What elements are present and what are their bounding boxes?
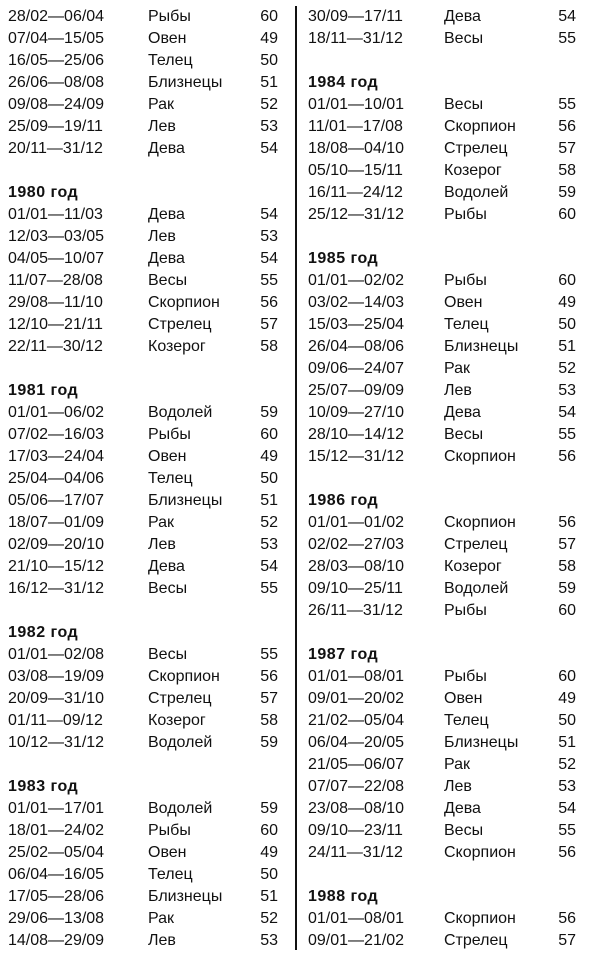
sign-number: 55 <box>558 822 576 839</box>
period-row <box>308 380 584 402</box>
date-range: 03/08—19/09 <box>8 668 105 685</box>
date-range: 17/05—28/06 <box>8 888 105 905</box>
sign-number: 54 <box>558 404 576 421</box>
period-row <box>8 292 284 314</box>
date-range: 18/01—24/02 <box>8 822 105 839</box>
sign-number: 51 <box>260 74 278 91</box>
period-row <box>308 820 584 842</box>
zodiac-sign: Дева <box>444 8 481 25</box>
period-row <box>308 754 584 776</box>
year-section <box>308 886 584 952</box>
zodiac-sign: Скорпион <box>148 668 220 685</box>
year-section <box>8 380 284 600</box>
period-row <box>308 798 584 820</box>
sign-number: 52 <box>260 514 278 531</box>
sign-number: 56 <box>558 448 576 465</box>
zodiac-sign: Рыбы <box>444 206 487 223</box>
sign-number: 51 <box>260 492 278 509</box>
period-row <box>308 116 584 138</box>
period-row <box>8 248 284 270</box>
date-range: 10/12—31/12 <box>8 734 105 751</box>
sign-number: 59 <box>260 734 278 751</box>
sign-number: 58 <box>558 558 576 575</box>
date-range: 25/02—05/04 <box>8 844 105 861</box>
period-row <box>8 314 284 336</box>
sign-number: 55 <box>558 426 576 443</box>
sign-number: 56 <box>558 118 576 135</box>
date-range: 20/11—31/12 <box>8 140 103 157</box>
year-heading: 1983 год <box>8 778 79 795</box>
sign-number: 56 <box>260 668 278 685</box>
zodiac-sign: Лев <box>444 382 472 399</box>
year-heading: 1987 год <box>308 646 379 663</box>
date-range: 02/09—20/10 <box>8 536 105 553</box>
period-row <box>8 468 284 490</box>
period-row <box>8 886 284 908</box>
date-range: 09/01—21/02 <box>308 932 405 949</box>
date-range: 06/04—20/05 <box>308 734 405 751</box>
sign-number: 54 <box>260 250 278 267</box>
year-heading: 1986 год <box>308 492 379 509</box>
date-range: 17/03—24/04 <box>8 448 105 465</box>
zodiac-sign: Близнецы <box>148 492 223 509</box>
date-range: 06/04—16/05 <box>8 866 105 883</box>
sign-number: 53 <box>260 536 278 553</box>
date-range: 24/11—31/12 <box>308 844 403 861</box>
zodiac-sign: Лев <box>444 778 472 795</box>
sign-number: 50 <box>260 52 278 69</box>
zodiac-sign: Стрелец <box>148 690 212 707</box>
zodiac-sign: Стрелец <box>148 316 212 333</box>
zodiac-sign: Близнецы <box>444 734 519 751</box>
period-row <box>308 270 584 292</box>
zodiac-sign: Дева <box>148 140 185 157</box>
sign-number: 51 <box>558 338 576 355</box>
period-row <box>8 490 284 512</box>
date-range: 25/07—09/09 <box>308 382 405 399</box>
sign-number: 60 <box>558 206 576 223</box>
period-row <box>8 50 284 72</box>
zodiac-sign: Скорпион <box>444 118 516 135</box>
date-range: 15/03—25/04 <box>308 316 405 333</box>
date-range: 28/03—08/10 <box>308 558 405 575</box>
sign-number: 49 <box>558 294 576 311</box>
date-range: 01/01—06/02 <box>8 404 105 421</box>
period-row <box>8 644 284 666</box>
sign-number: 53 <box>260 118 278 135</box>
sign-number: 55 <box>260 646 278 663</box>
zodiac-sign: Овен <box>148 844 187 861</box>
year-section <box>8 776 284 952</box>
date-range: 04/05—10/07 <box>8 250 105 267</box>
sign-number: 59 <box>260 800 278 817</box>
zodiac-sign: Рыбы <box>148 822 191 839</box>
sign-number: 50 <box>558 712 576 729</box>
right-column <box>308 6 584 952</box>
sign-number: 60 <box>558 602 576 619</box>
sign-number: 55 <box>558 30 576 47</box>
zodiac-sign: Телец <box>444 316 489 333</box>
date-range: 01/01—08/01 <box>308 668 405 685</box>
date-range: 07/02—16/03 <box>8 426 105 443</box>
date-range: 05/10—15/11 <box>308 162 403 179</box>
period-row <box>8 6 284 28</box>
period-row <box>8 688 284 710</box>
date-range: 09/10—23/11 <box>308 822 403 839</box>
sign-number: 56 <box>558 514 576 531</box>
date-range: 20/09—31/10 <box>8 690 105 707</box>
date-range: 09/06—24/07 <box>308 360 405 377</box>
sign-number: 50 <box>260 866 278 883</box>
period-row <box>308 358 584 380</box>
zodiac-sign: Скорпион <box>444 448 516 465</box>
zodiac-sign: Весы <box>444 30 484 47</box>
zodiac-sign: Водолей <box>148 800 213 817</box>
sign-number: 60 <box>260 8 278 25</box>
period-row <box>308 688 584 710</box>
zodiac-sign: Лев <box>148 118 176 135</box>
period-row <box>308 6 584 28</box>
zodiac-sign: Рак <box>148 514 175 531</box>
zodiac-sign: Рак <box>444 360 471 377</box>
period-row <box>308 204 584 226</box>
year-section <box>308 248 584 468</box>
date-range: 26/06—08/08 <box>8 74 105 91</box>
zodiac-sign: Водолей <box>444 580 509 597</box>
date-range: 01/01—10/01 <box>308 96 405 113</box>
period-row <box>308 160 584 182</box>
period-row <box>308 930 584 952</box>
date-range: 21/10—15/12 <box>8 558 105 575</box>
year-heading: 1984 год <box>308 74 379 91</box>
date-range: 23/08—08/10 <box>308 800 405 817</box>
date-range: 01/01—02/02 <box>308 272 405 289</box>
sign-number: 60 <box>558 668 576 685</box>
date-range: 25/12—31/12 <box>308 206 405 223</box>
period-row <box>308 710 584 732</box>
zodiac-sign: Рыбы <box>148 8 191 25</box>
sign-number: 60 <box>260 426 278 443</box>
date-range: 14/08—29/09 <box>8 932 105 949</box>
sign-number: 59 <box>558 184 576 201</box>
period-row <box>8 798 284 820</box>
zodiac-sign: Водолей <box>148 404 213 421</box>
zodiac-sign: Дева <box>148 558 185 575</box>
date-range: 01/01—17/01 <box>8 800 105 817</box>
date-range: 16/11—24/12 <box>308 184 403 201</box>
sign-number: 50 <box>260 470 278 487</box>
date-range: 28/02—06/04 <box>8 8 105 25</box>
sign-number: 57 <box>558 932 576 949</box>
period-row <box>308 600 584 622</box>
sign-number: 60 <box>558 272 576 289</box>
sign-number: 54 <box>558 8 576 25</box>
date-range: 01/01—08/01 <box>308 910 405 927</box>
zodiac-sign: Скорпион <box>444 514 516 531</box>
period-row <box>308 336 584 358</box>
date-range: 01/01—11/03 <box>8 206 103 223</box>
year-section <box>8 182 284 358</box>
zodiac-sign: Весы <box>148 646 188 663</box>
zodiac-sign: Весы <box>444 426 484 443</box>
zodiac-sign: Стрелец <box>444 140 508 157</box>
zodiac-sign: Скорпион <box>148 294 220 311</box>
date-range: 26/04—08/06 <box>308 338 405 355</box>
period-row <box>8 732 284 754</box>
period-row <box>308 842 584 864</box>
year-section <box>308 6 584 50</box>
year-section <box>308 72 584 226</box>
period-row <box>8 556 284 578</box>
zodiac-sign: Козерог <box>148 338 206 355</box>
date-range: 30/09—17/11 <box>308 8 403 25</box>
zodiac-sign: Рыбы <box>444 602 487 619</box>
zodiac-sign: Весы <box>148 272 188 289</box>
year-heading: 1985 год <box>308 250 379 267</box>
date-range: 09/01—20/02 <box>308 690 405 707</box>
sign-number: 52 <box>260 96 278 113</box>
period-row <box>8 226 284 248</box>
sign-number: 54 <box>260 558 278 575</box>
zodiac-sign: Весы <box>444 822 484 839</box>
zodiac-sign: Рак <box>148 96 175 113</box>
period-row <box>308 776 584 798</box>
sign-number: 49 <box>558 690 576 707</box>
sign-number: 53 <box>260 932 278 949</box>
period-row <box>308 138 584 160</box>
period-row <box>8 446 284 468</box>
zodiac-sign: Овен <box>148 30 187 47</box>
period-row <box>308 666 584 688</box>
zodiac-sign: Дева <box>148 206 185 223</box>
period-row <box>8 402 284 424</box>
period-row <box>8 204 284 226</box>
zodiac-sign: Близнецы <box>148 74 223 91</box>
zodiac-sign: Рыбы <box>444 272 487 289</box>
sign-number: 59 <box>558 580 576 597</box>
zodiac-sign: Овен <box>444 690 483 707</box>
zodiac-sign: Водолей <box>444 184 509 201</box>
zodiac-sign: Скорпион <box>444 910 516 927</box>
period-row <box>308 732 584 754</box>
date-range: 11/07—28/08 <box>8 272 103 289</box>
period-row <box>8 270 284 292</box>
zodiac-sign: Козерог <box>148 712 206 729</box>
sign-number: 52 <box>558 360 576 377</box>
period-row <box>308 402 584 424</box>
date-range: 26/11—31/12 <box>308 602 403 619</box>
date-range: 28/10—14/12 <box>308 426 405 443</box>
period-row <box>8 820 284 842</box>
date-range: 16/12—31/12 <box>8 580 105 597</box>
period-row <box>8 512 284 534</box>
sign-number: 58 <box>260 712 278 729</box>
sign-number: 51 <box>558 734 576 751</box>
date-range: 03/02—14/03 <box>308 294 405 311</box>
period-row <box>8 116 284 138</box>
period-row <box>8 842 284 864</box>
date-range: 25/09—19/11 <box>8 118 103 135</box>
zodiac-sign: Козерог <box>444 162 502 179</box>
sign-number: 56 <box>558 910 576 927</box>
period-row <box>8 28 284 50</box>
sign-number: 52 <box>260 910 278 927</box>
zodiac-sign: Близнецы <box>148 888 223 905</box>
period-row <box>8 710 284 732</box>
sign-number: 50 <box>558 316 576 333</box>
period-row <box>8 666 284 688</box>
year-heading: 1988 год <box>308 888 379 905</box>
zodiac-sign: Водолей <box>148 734 213 751</box>
date-range: 25/04—04/06 <box>8 470 105 487</box>
sign-number: 54 <box>260 140 278 157</box>
sign-number: 57 <box>558 140 576 157</box>
year-section <box>8 6 284 160</box>
zodiac-sign: Дева <box>148 250 185 267</box>
year-section <box>308 490 584 622</box>
date-range: 12/10—21/11 <box>8 316 103 333</box>
date-range: 18/07—01/09 <box>8 514 105 531</box>
zodiac-sign: Телец <box>148 866 193 883</box>
zodiac-sign: Рыбы <box>444 668 487 685</box>
period-row <box>8 424 284 446</box>
period-row <box>308 94 584 116</box>
date-range: 21/05—06/07 <box>308 756 405 773</box>
sign-number: 54 <box>558 800 576 817</box>
sign-number: 59 <box>260 404 278 421</box>
sign-number: 49 <box>260 844 278 861</box>
period-row <box>8 72 284 94</box>
zodiac-sign: Дева <box>444 800 481 817</box>
sign-number: 57 <box>260 690 278 707</box>
zodiac-sign: Лев <box>148 932 176 949</box>
zodiac-sign: Лев <box>148 228 176 245</box>
date-range: 09/08—24/09 <box>8 96 105 113</box>
zodiac-sign: Телец <box>148 52 193 69</box>
sign-number: 60 <box>260 822 278 839</box>
year-heading: 1980 год <box>8 184 79 201</box>
sign-number: 49 <box>260 448 278 465</box>
period-row <box>308 512 584 534</box>
sign-number: 53 <box>558 778 576 795</box>
zodiac-sign: Близнецы <box>444 338 519 355</box>
date-range: 10/09—27/10 <box>308 404 405 421</box>
zodiac-sign: Стрелец <box>444 536 508 553</box>
sign-number: 56 <box>558 844 576 861</box>
date-range: 16/05—25/06 <box>8 52 105 69</box>
zodiac-sign: Овен <box>148 448 187 465</box>
period-row <box>308 292 584 314</box>
period-row <box>8 908 284 930</box>
date-range: 01/11—09/12 <box>8 712 103 729</box>
zodiac-sign: Овен <box>444 294 483 311</box>
date-range: 29/08—11/10 <box>8 294 103 311</box>
sign-number: 54 <box>260 206 278 223</box>
period-row <box>8 336 284 358</box>
zodiac-sign: Весы <box>444 96 484 113</box>
year-heading: 1982 год <box>8 624 79 641</box>
date-range: 21/02—05/04 <box>308 712 405 729</box>
sign-number: 58 <box>558 162 576 179</box>
period-row <box>8 138 284 160</box>
left-column <box>8 6 284 952</box>
zodiac-sign: Телец <box>444 712 489 729</box>
period-row <box>308 28 584 50</box>
period-row <box>308 314 584 336</box>
zodiac-sign: Рак <box>148 910 175 927</box>
zodiac-sign: Лев <box>148 536 176 553</box>
period-row <box>8 930 284 952</box>
date-range: 18/08—04/10 <box>308 140 405 157</box>
zodiac-sign: Дева <box>444 404 481 421</box>
period-row <box>8 864 284 886</box>
year-heading: 1981 год <box>8 382 79 399</box>
date-range: 07/04—15/05 <box>8 30 105 47</box>
sign-number: 55 <box>260 580 278 597</box>
date-range: 01/01—01/02 <box>308 514 405 531</box>
zodiac-sign: Весы <box>148 580 188 597</box>
zodiac-sign: Стрелец <box>444 932 508 949</box>
zodiac-sign: Рак <box>444 756 471 773</box>
zodiac-sign: Скорпион <box>444 844 516 861</box>
date-range: 02/02—27/03 <box>308 536 405 553</box>
date-range: 01/01—02/08 <box>8 646 105 663</box>
column-divider <box>295 6 297 950</box>
sign-number: 58 <box>260 338 278 355</box>
sign-number: 52 <box>558 756 576 773</box>
period-row <box>308 556 584 578</box>
period-row <box>308 424 584 446</box>
sign-number: 55 <box>260 272 278 289</box>
period-row <box>308 578 584 600</box>
date-range: 11/01—17/08 <box>308 118 403 135</box>
period-row <box>8 94 284 116</box>
year-section <box>8 622 284 754</box>
sign-number: 53 <box>558 382 576 399</box>
sign-number: 57 <box>260 316 278 333</box>
date-range: 22/11—30/12 <box>8 338 103 355</box>
period-row <box>308 908 584 930</box>
zodiac-sign: Рыбы <box>148 426 191 443</box>
date-range: 18/11—31/12 <box>308 30 403 47</box>
date-range: 09/10—25/11 <box>308 580 403 597</box>
date-range: 07/07—22/08 <box>308 778 405 795</box>
period-row <box>308 182 584 204</box>
sign-number: 55 <box>558 96 576 113</box>
period-row <box>308 446 584 468</box>
sign-number: 56 <box>260 294 278 311</box>
period-row <box>308 534 584 556</box>
date-range: 12/03—03/05 <box>8 228 105 245</box>
sign-number: 51 <box>260 888 278 905</box>
date-range: 15/12—31/12 <box>308 448 405 465</box>
year-section <box>308 644 584 864</box>
date-range: 29/06—13/08 <box>8 910 105 927</box>
date-range: 05/06—17/07 <box>8 492 105 509</box>
zodiac-sign: Телец <box>148 470 193 487</box>
period-row <box>8 578 284 600</box>
zodiac-sign: Козерог <box>444 558 502 575</box>
sign-number: 57 <box>558 536 576 553</box>
sign-number: 53 <box>260 228 278 245</box>
period-row <box>8 534 284 556</box>
sign-number: 49 <box>260 30 278 47</box>
